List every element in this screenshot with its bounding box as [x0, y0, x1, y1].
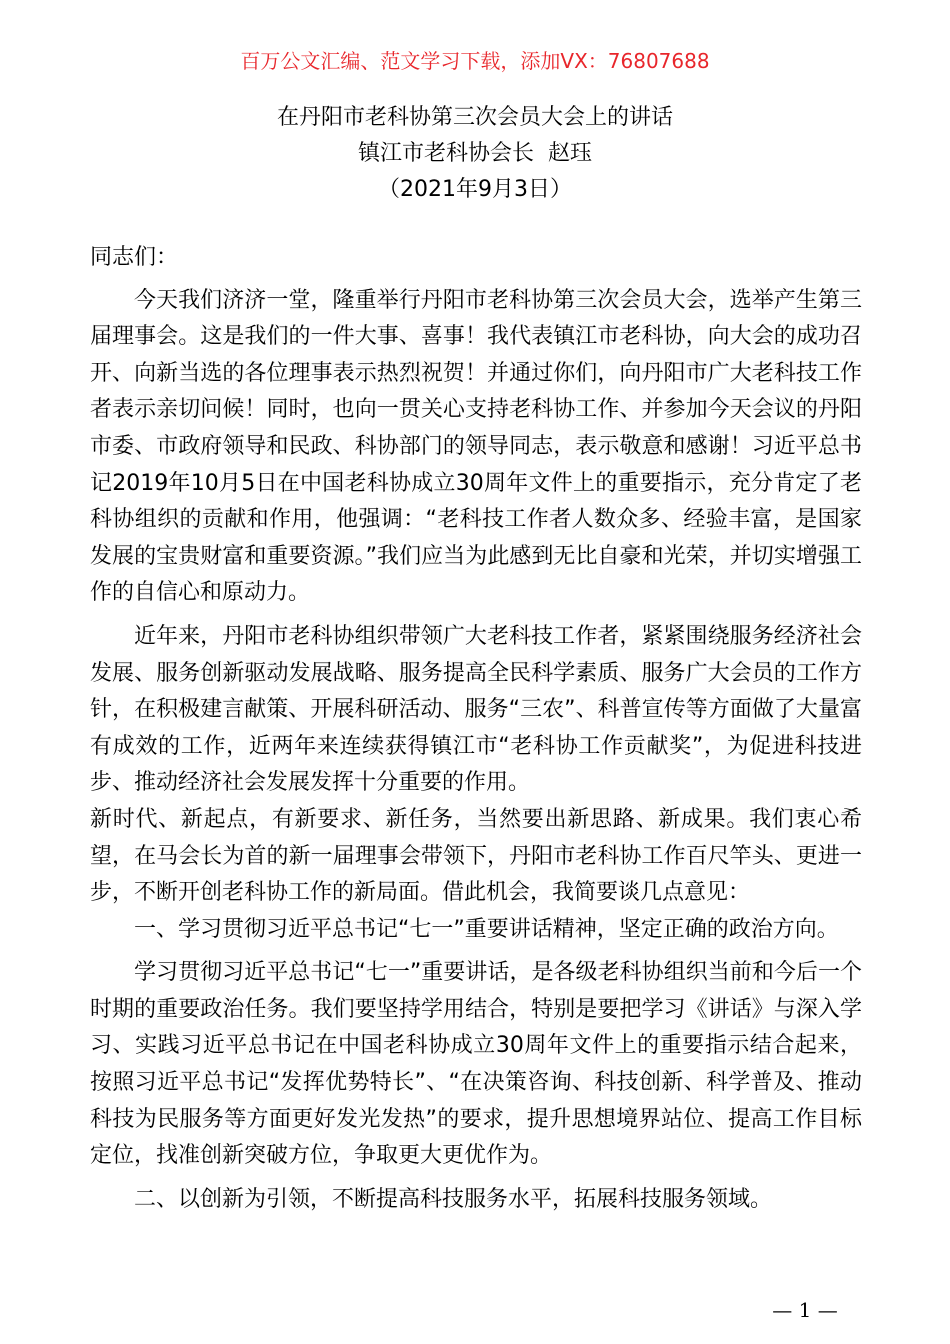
paragraph: 学习贯彻习近平总书记“七一”重要讲话，是各级老科协组织当前和今后一个时期的重要政治任务。我们要坚持学用结合，特别是要把学习《讲话》与深入学习、实践习近平总书记在中国老科协成立30周年文件上的重要指示结合起来，按照习近平总书记“发挥优势特长”、“在决策咨询、科技创新、科学普及、推动科技为民服务等方面更好发光发热”的要求，提升思想境界站位、提高工作目标定位，找准创新突破方位，争取更大更优作为。 [90, 960, 862, 1169]
page-number: — 1 — [772, 1298, 838, 1322]
header-note: 百万公文汇编、范文学习下载，添加VX：76807688 [240, 49, 710, 73]
paragraph: 今天我们济济一堂，隆重举行丹阳市老科协第三次会员大会，选举产生第三届理事会。这是我们的一件大事、喜事！我代表镇江市老科协，向大会的成功召开、向新当选的各位理事表示热烈祝贺！并通过你们，向丹阳市广大老科技工作者表示亲切问候！同时，也向一贯关心支持老科协工作、并参加今天会议的丹阳市委、市政府领导和民政、科协部门的领导同志，表示敬意和感谢！习近平总书记2019年10月5日在中国老科协成立30周年文件上的重要指示，充分肯定了老科协组织的贡献和作用，他强调：“老科技工作者人数众多、经验丰富，是国家发展的宝贵财富和重要资源。”我们应当为此感到无比自豪和光荣，并切实增强工作的自信心和原动力。 [90, 287, 862, 606]
paragraph: 新时代、新起点，有新要求、新任务，当然要出新思路、新成果。我们衷心希望，在马会长为首的新一届理事会带领下，丹阳市老科协工作百尺竿头、更进一步，不断开创老科协工作的新局面。借此机会，我简要谈几点意见： [90, 806, 862, 906]
speech-author: 镇江市老科协会长 赵珏 [358, 141, 592, 166]
section-heading: 一、学习贯彻习近平总书记“七一”重要讲话精神，坚定正确的政治方向。 [134, 916, 839, 942]
speech-title: 在丹阳市老科协第三次会员大会上的讲话 [276, 105, 673, 130]
section-heading: 二、以创新为引领，不断提高科技服务水平，拓展科技服务领域。 [134, 1186, 773, 1212]
salutation: 同志们： [90, 245, 179, 270]
document-body [90, 240, 862, 1218]
paragraph: 近年来，丹阳市老科协组织带领广大老科技工作者，紧紧围绕服务经济社会发展、服务创新驱动发展战略、服务提高全民科学素质、服务广大会员的工作方针，在积极建言献策、开展科研活动、服务“三农”、科普宣传等方面做了大量富有成效的工作，近两年来连续获得镇江市“老科协工作贡献奖”，为促进科技进步、推动经济社会发展发挥十分重要的作用。 [90, 623, 862, 796]
speech-date: （2021年9月3日） [378, 177, 572, 202]
title-block [0, 100, 950, 208]
